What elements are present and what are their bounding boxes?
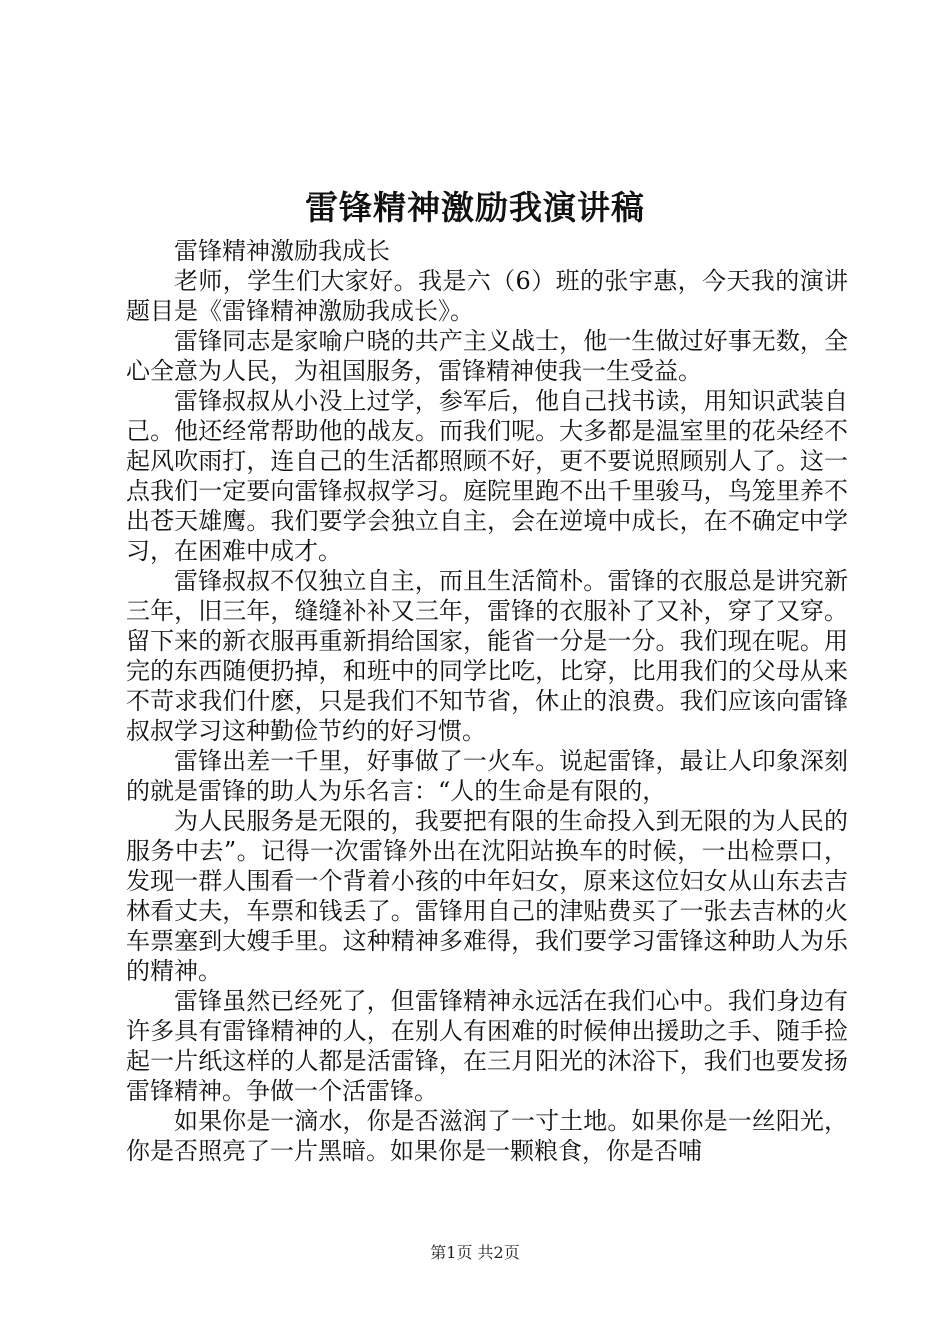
paragraph: 如果你是一滴水，你是否滋润了一寸土地。如果你是一丝阳光，你是否照亮了一片黑暗。如果你是一颗粮食，你是否哺	[126, 1107, 848, 1165]
paragraph: 雷锋出差一千里，好事做了一火车。说起雷锋，最让人印象深刻的就是雷锋的助人为乐名言：“人的生命是有限的，	[126, 747, 848, 805]
document-body	[126, 236, 848, 1166]
paragraph: 老师，学生们大家好。我是六（6）班的张宇惠，今天我的演讲题目是《雷锋精神激励我成长》。	[126, 267, 848, 325]
document-title: 雷锋精神激励我演讲稿	[305, 188, 645, 227]
paragraph: 雷锋叔叔不仅独立自主，而且生活简朴。雷锋的衣服总是讲究新三年，旧三年，缝缝补补又三年，雷锋的衣服补了又补，穿了又穿。留下来的新衣服再重新捐给国家，能省一分是一分。我们现在呢。用完的东西随便扔掉，和班中的同学比吃，比穿，比用我们的父母从来不苛求我们什麽，只是我们不知节省，休止的浪费。我们应该向雷锋叔叔学习这种勤俭节约的好习惯。	[126, 567, 848, 745]
paragraph: 为人民服务是无限的，我要把有限的生命投入到无限的为人民的服务中去”。记得一次雷锋外出在沈阳站换车的时候，一出检票口，发现一群人围看一个背着小孩的中年妇女，原来这位妇女从山东去吉林看丈夫，车票和钱丢了。雷锋用自己的津贴费买了一张去吉林的火车票塞到大嫂手里。这种精神多难得，我们要学习雷锋这种助人为乐的精神。	[126, 807, 848, 985]
page-number-footer: 第1页 共2页	[430, 1243, 520, 1262]
paragraph-subtitle: 雷锋精神激励我成长	[174, 237, 390, 265]
paragraph: 雷锋叔叔从小没上过学，参军后，他自己找书读，用知识武装自己。他还经常帮助他的战友。而我们呢。大多都是温室里的花朵经不起风吹雨打，连自己的生活都照顾不好，更不要说照顾别人了。这一点我们一定要向雷锋叔叔学习。庭院里跑不出千里骏马，鸟笼里养不出苍天雄鹰。我们要学会独立自主，会在逆境中成长，在不确定中学习，在困难中成才。	[126, 387, 848, 565]
paragraph: 雷锋同志是家喻户晓的共产主义战士，他一生做过好事无数，全心全意为人民，为祖国服务，雷锋精神使我一生受益。	[126, 327, 848, 385]
paragraph: 雷锋虽然已经死了，但雷锋精神永远活在我们心中。我们身边有许多具有雷锋精神的人，在别人有困难的时候伸出援助之手、随手捡起一片纸这样的人都是活雷锋，在三月阳光的沐浴下，我们也要发扬雷锋精神。争做一个活雷锋。	[126, 987, 848, 1105]
